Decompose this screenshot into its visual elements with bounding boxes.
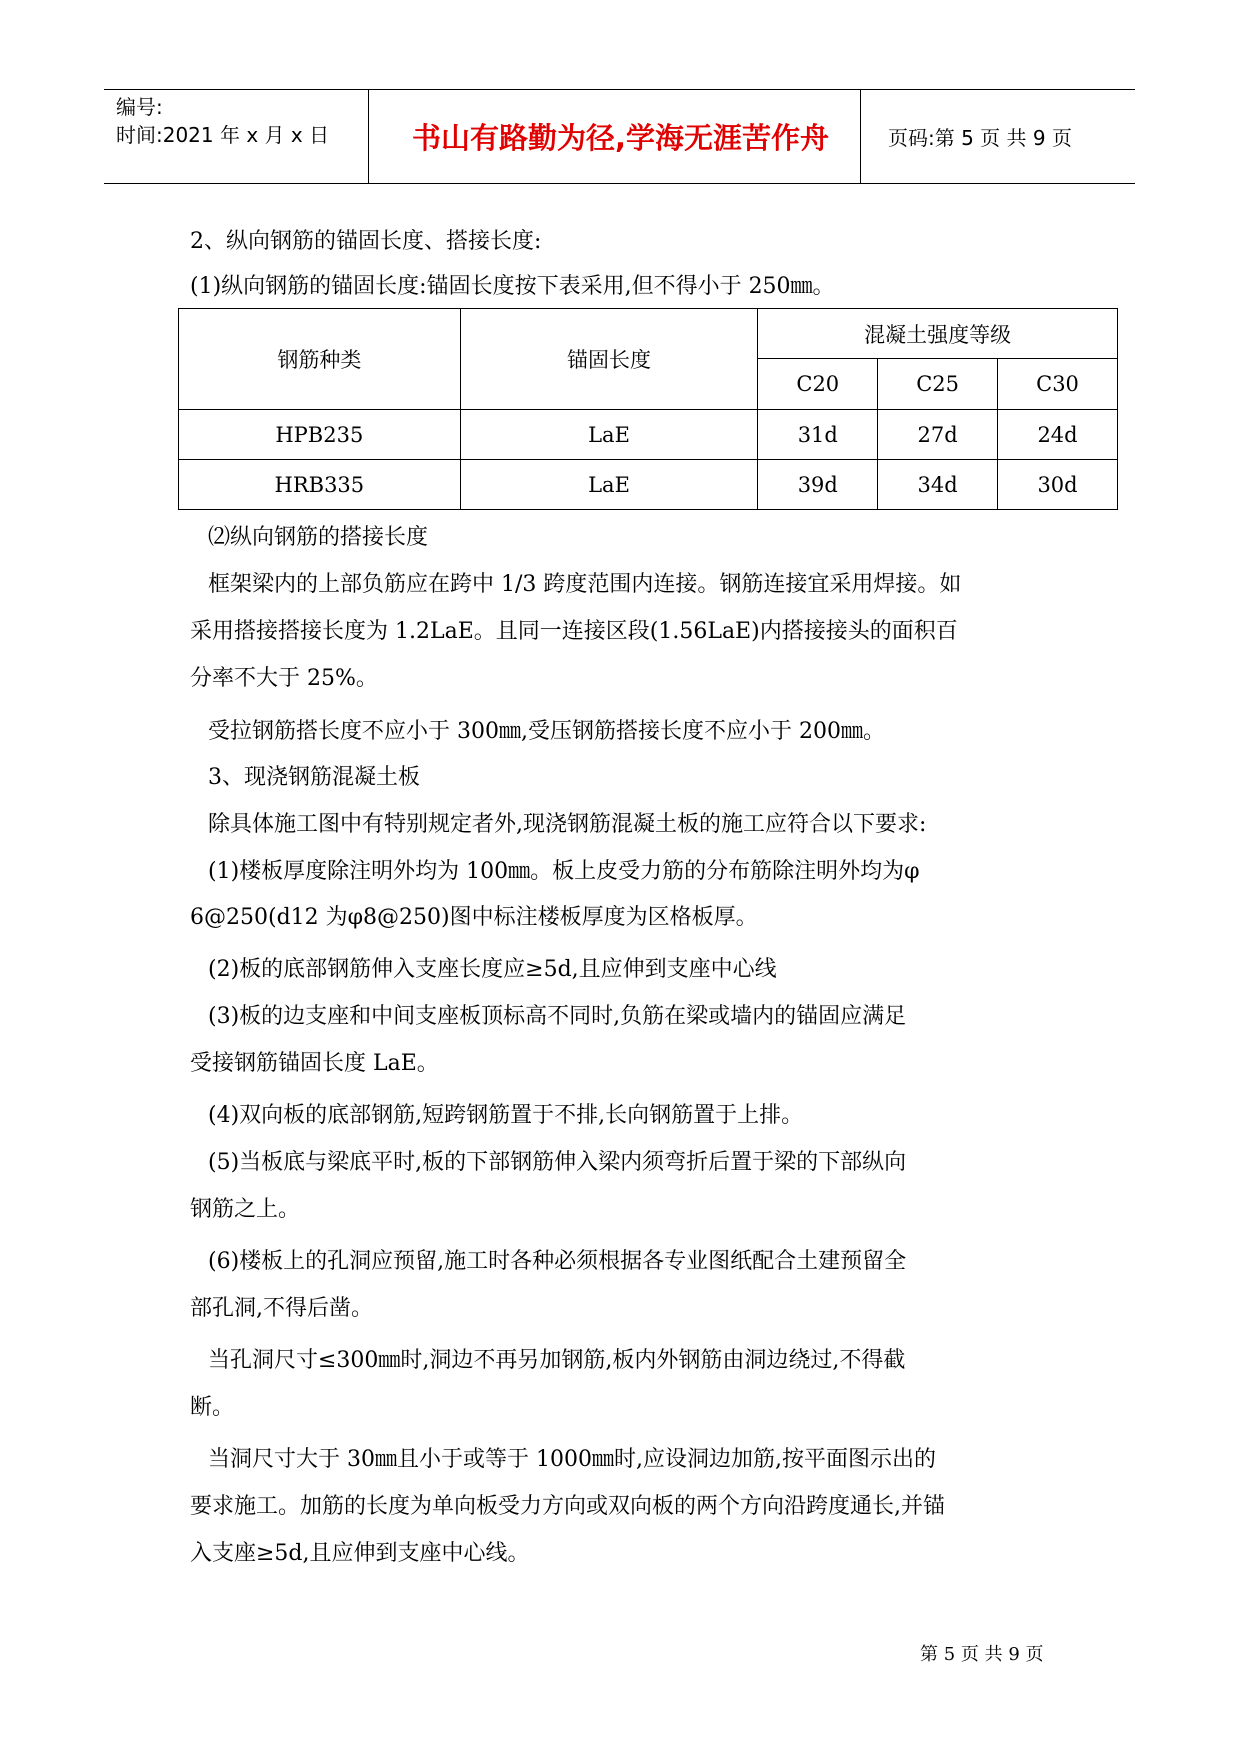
paragraph-line: (3)板的边支座和中间支座板顶标高不同时,负筋在梁或墙内的锚固应满足 bbox=[208, 1004, 907, 1029]
table-header-anchorage: 锚固长度 bbox=[460, 309, 758, 410]
document-time-label: 时间:2021 年 x 月 x 日 bbox=[116, 123, 330, 147]
table-cell-value: 39d bbox=[758, 460, 878, 510]
table-cell-anchor: LaE bbox=[460, 460, 758, 510]
paragraph-line: (2)板的底部钢筋伸入支座长度应≥5d,且应伸到支座中心线 bbox=[208, 957, 777, 982]
paragraph-line: 钢筋之上。 bbox=[190, 1197, 301, 1222]
section-heading-slab: 3、现浇钢筋混凝土板 bbox=[208, 765, 420, 790]
paragraph-line: 分率不大于 25%。 bbox=[190, 666, 378, 691]
paragraph-line: 除具体施工图中有特别规定者外,现浇钢筋混凝土板的施工应符合以下要求: bbox=[208, 812, 927, 837]
table-header-rebar-type: 钢筋种类 bbox=[179, 309, 461, 410]
header-meta bbox=[116, 93, 366, 149]
section-heading-anchorage: 2、纵向钢筋的锚固长度、搭接长度: bbox=[190, 229, 542, 254]
paragraph-line: 受接钢筋锚固长度 LaE。 bbox=[190, 1051, 439, 1076]
table-header-grade-c30: C30 bbox=[998, 359, 1118, 410]
paragraph-line: (1)楼板厚度除注明外均为 100㎜。板上皮受力筋的分布筋除注明外均为φ bbox=[208, 859, 920, 884]
paragraph-line: 入支座≥5d,且应伸到支座中心线。 bbox=[190, 1541, 530, 1566]
table-cell-type: HPB235 bbox=[179, 410, 461, 460]
paragraph-line: (6)楼板上的孔洞应预留,施工时各种必须根据各专业图纸配合土建预留全 bbox=[208, 1249, 907, 1274]
paragraph-line: 受拉钢筋搭长度不应小于 300㎜,受压钢筋搭接长度不应小于 200㎜。 bbox=[208, 719, 885, 744]
table-row bbox=[179, 460, 1118, 510]
table-cell-value: 27d bbox=[878, 410, 998, 460]
table-cell-value: 31d bbox=[758, 410, 878, 460]
table-header-grade-c25: C25 bbox=[878, 359, 998, 410]
table-cell-value: 30d bbox=[998, 460, 1118, 510]
paragraph-line: 当洞尺寸大于 30㎜且小于或等于 1000㎜时,应设洞边加筋,按平面图示出的 bbox=[208, 1447, 936, 1472]
table-header-grade-c20: C20 bbox=[758, 359, 878, 410]
table-cell-type: HRB335 bbox=[179, 460, 461, 510]
page-header bbox=[104, 89, 1135, 184]
table-header-concrete-grade: 混凝土强度等级 bbox=[758, 309, 1118, 359]
section-heading-lap-length: ⑵纵向钢筋的搭接长度 bbox=[208, 525, 429, 550]
table-cell-value: 34d bbox=[878, 460, 998, 510]
paragraph-line: 6@250(d12 为φ8@250)图中标注楼板厚度为区格板厚。 bbox=[190, 905, 758, 930]
anchorage-length-table bbox=[178, 308, 1118, 510]
paragraph-line: (4)双向板的底部钢筋,短跨钢筋置于不排,长向钢筋置于上排。 bbox=[208, 1103, 804, 1128]
paragraph-anchorage-length: (1)纵向钢筋的锚固长度:锚固长度按下表采用,但不得小于 250㎜。 bbox=[190, 274, 835, 299]
table-row bbox=[179, 410, 1118, 460]
header-motto: 书山有路勤为径,学海无涯苦作舟 bbox=[411, 121, 830, 155]
header-divider-right bbox=[860, 90, 861, 183]
table-cell-anchor: LaE bbox=[460, 410, 758, 460]
paragraph-line: (5)当板底与梁底平时,板的下部钢筋伸入梁内须弯折后置于梁的下部纵向 bbox=[208, 1150, 907, 1175]
paragraph-line: 框架梁内的上部负筋应在跨中 1/3 跨度范围内连接。钢筋连接宜采用焊接。如 bbox=[208, 572, 962, 597]
table-cell-value: 24d bbox=[998, 410, 1118, 460]
paragraph-line: 当孔洞尺寸≤300㎜时,洞边不再另加钢筋,板内外钢筋由洞边绕过,不得截 bbox=[208, 1348, 906, 1373]
paragraph-line: 部孔洞,不得后凿。 bbox=[190, 1296, 373, 1321]
document-number-label: 编号: bbox=[116, 95, 163, 119]
header-page-number: 页码:第 5 页 共 9 页 bbox=[888, 126, 1072, 150]
paragraph-line: 要求施工。加筋的长度为单向板受力方向或双向板的两个方向沿跨度通长,并锚 bbox=[190, 1494, 945, 1519]
footer-page-number: 第 5 页 共 9 页 bbox=[920, 1644, 1044, 1665]
paragraph-line: 断。 bbox=[190, 1395, 235, 1420]
paragraph-line: 采用搭接搭接长度为 1.2LaE。且同一连接区段(1.56LaE)内搭接接头的面积百 bbox=[190, 619, 958, 644]
